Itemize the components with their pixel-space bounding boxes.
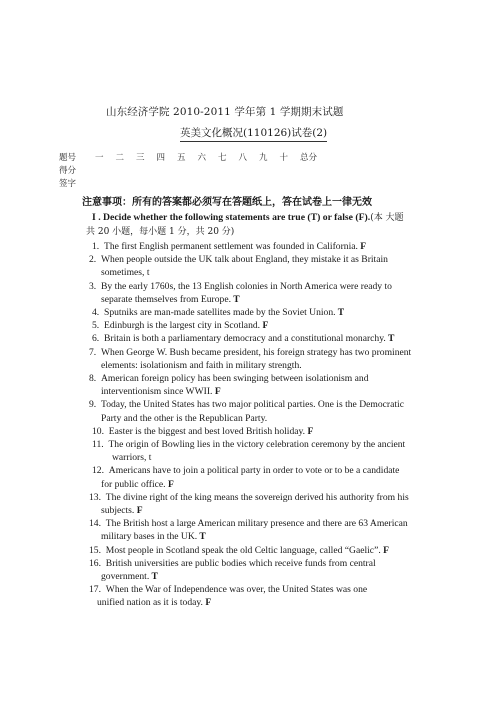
question-text: The British host a large American military presence and there are 63 American: [105, 518, 408, 530]
score-columns: [89, 152, 294, 165]
question-item: [89, 346, 411, 372]
question-number: 2.: [89, 254, 101, 266]
question-continuation: elements: isolationism and faith in military strength.: [101, 359, 302, 371]
score-column: 六: [197, 153, 206, 163]
question-number: 7.: [89, 346, 101, 358]
question-first-line: [92, 333, 394, 344]
question-text: British universities are public bodies which receive funds from central: [105, 557, 376, 569]
question-number: 10.: [92, 425, 109, 437]
score-total-label: 总分: [300, 153, 318, 163]
question-text: The first English permanent settlement was founded in California.: [104, 241, 358, 252]
question-text: When people outside the UK talk about England, they mistake it as Britain: [101, 254, 388, 266]
question-item: [92, 438, 405, 464]
score-column: 二: [115, 153, 124, 163]
question-item: [92, 240, 366, 253]
question-number: 13.: [89, 491, 106, 503]
question-continuation: military bases in the UK. T: [101, 531, 206, 543]
question-item: [89, 253, 388, 279]
question-first-line: [89, 281, 392, 292]
answer-mark: T: [385, 333, 395, 345]
question-item: [92, 464, 399, 490]
exam-notice: 注意事项：所有的答案都必须写在答题纸上，答在试卷上一律无效: [82, 197, 372, 208]
section-note-b: 共 20 小题，每小题 1 分，共 20 分): [86, 227, 235, 237]
question-text: Today, the United States has two major political parties. One is the Democratic: [101, 399, 404, 411]
question-first-line: [92, 241, 366, 252]
score-column: 五: [176, 153, 186, 163]
question-text: American foreign policy has been swinging between isolationism and: [101, 373, 369, 384]
question-item: [89, 372, 369, 398]
question-number: 14.: [89, 518, 106, 530]
question-continuation: for public office. F: [101, 478, 174, 490]
question-first-line: [89, 373, 369, 384]
answer-mark: F: [305, 425, 314, 437]
score-column: 三: [135, 153, 145, 163]
question-item: [89, 280, 392, 306]
question-item: [89, 517, 408, 543]
section-heading-text: I . Decide whether the following statements are true (T) or false (F).: [92, 212, 371, 223]
question-text: Britain is both a parliamentary democracy and a constitutional monarchy.: [104, 333, 386, 345]
question-text: Most people in Scotland speak the old Celtic language, called “Gaelic”.: [105, 544, 381, 556]
question-item: [89, 544, 389, 557]
question-continuation: Party and the other is the Republican Party.: [101, 412, 268, 424]
question-item: [92, 319, 268, 332]
question-item: [92, 332, 394, 345]
score-row-score: [59, 165, 317, 178]
question-text: Edinburgh is the largest city in Scotland.: [104, 320, 261, 332]
answer-mark: F: [380, 544, 389, 556]
exam-subtitle: [180, 125, 327, 140]
question-number: 4.: [92, 307, 104, 318]
question-item: [92, 306, 344, 319]
score-column: 七: [217, 153, 227, 163]
question-number: 12.: [92, 465, 109, 477]
question-text: The divine right of the king means the sovereign derived his authority from his: [105, 491, 409, 503]
question-first-line: [89, 584, 367, 595]
question-number: 15.: [89, 544, 106, 556]
score-column: 八: [238, 153, 247, 163]
question-first-line: [92, 465, 399, 476]
section-note-a: (本 大题: [370, 213, 404, 223]
question-number: 6.: [92, 333, 104, 345]
question-number: 11.: [92, 439, 109, 450]
answer-mark: T: [335, 307, 345, 318]
question-item: [89, 557, 376, 583]
question-text: Easter is the biggest and best loved British holiday.: [108, 425, 306, 437]
answer-mark: F: [202, 597, 212, 609]
question-number: 17.: [89, 584, 106, 596]
question-first-line: [89, 518, 408, 529]
question-first-line: [92, 307, 344, 318]
question-text: Americans have to join a political party in order to vote or to be a candidate: [108, 465, 400, 477]
question-item: [89, 398, 404, 424]
answer-mark: F: [357, 241, 367, 252]
subtitle-underline: [180, 141, 327, 142]
row-label-question-number: 题号: [59, 153, 77, 163]
question-first-line: [92, 320, 268, 331]
question-text: When George W. Bush became president, his foreign strategy has two prominent: [101, 346, 412, 358]
question-number: 9.: [89, 399, 101, 411]
question-first-line: [89, 399, 404, 410]
question-continuation: unified nation as it is today. F: [97, 597, 212, 609]
answer-mark: F: [134, 505, 143, 516]
question-item: [92, 425, 313, 438]
question-continuation: government. T: [101, 571, 158, 582]
question-continuation: separate themselves from Europe. T: [101, 293, 240, 305]
section-heading: [86, 210, 464, 237]
question-number: 5.: [92, 320, 104, 332]
question-text: By the early 1760s, the 13 English colonies in North America were ready to: [101, 280, 392, 292]
exam-subtitle-text: 英美文化概况(110126)试卷(2): [180, 127, 328, 139]
question-item: [89, 491, 409, 517]
score-column: 一: [94, 153, 104, 163]
exam-title: 山东经济学院 2010-2011 学年第 1 学期期末试题: [106, 106, 344, 118]
question-first-line: [89, 347, 411, 358]
question-number: 16.: [89, 557, 106, 569]
score-column: 十: [279, 153, 288, 163]
score-column: 九: [258, 153, 268, 163]
question-first-line: [89, 558, 376, 569]
question-first-line: [92, 439, 405, 450]
question-item: [89, 583, 367, 609]
answer-mark: T: [149, 571, 158, 582]
question-first-line: [89, 492, 409, 503]
answer-mark: T: [231, 293, 240, 305]
question-text: When the War of Independence was over, the United States was one: [105, 584, 368, 596]
question-text: The origin of Bowling lies in the victory celebration ceremony by the ancient: [108, 439, 406, 450]
answer-mark: T: [197, 531, 206, 543]
row-label-signature: 签字: [59, 179, 77, 189]
question-first-line: [92, 426, 313, 437]
question-continuation: subjects. F: [101, 505, 143, 516]
answer-mark: F: [260, 320, 269, 332]
question-number: 3.: [89, 280, 101, 292]
question-continuation: interventionism since WWII. F: [101, 386, 221, 398]
score-table: [59, 152, 317, 191]
question-continuation: sometimes, t: [101, 267, 150, 279]
row-label-score: 得分: [59, 166, 77, 176]
score-row-signature: [59, 178, 317, 191]
answer-mark: F: [212, 386, 221, 398]
question-first-line: [89, 545, 389, 556]
question-text: Sputniks are man-made satellites made by the Soviet Union.: [104, 307, 336, 318]
question-number: 8.: [89, 373, 101, 384]
question-number: 1.: [92, 241, 104, 252]
score-row-question-number: [59, 152, 317, 165]
question-first-line: [89, 254, 388, 265]
question-continuation: warriors, t: [112, 452, 152, 464]
answer-mark: F: [165, 478, 174, 490]
score-column: 四: [156, 153, 165, 163]
